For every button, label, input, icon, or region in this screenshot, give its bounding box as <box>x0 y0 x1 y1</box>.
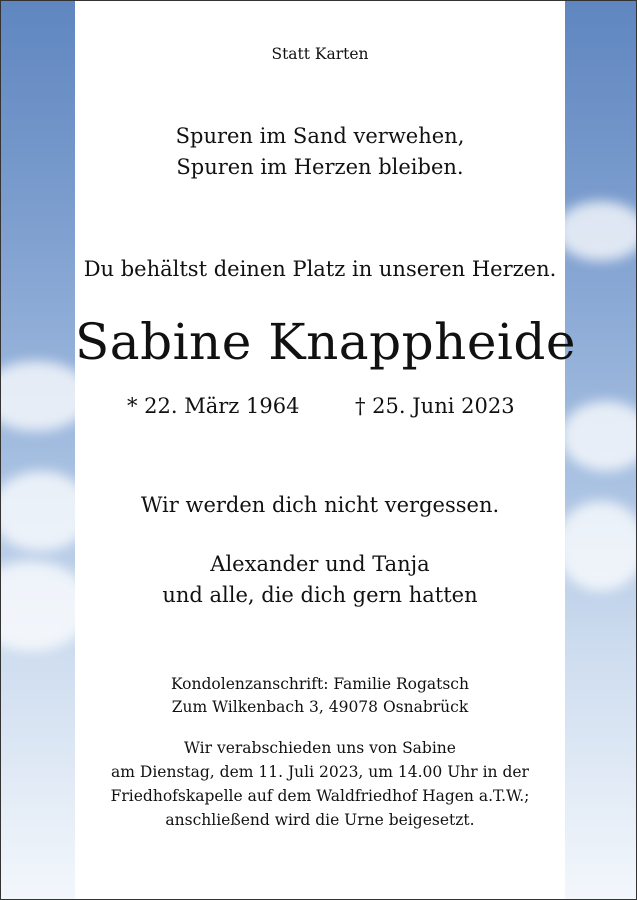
poem-line-1: Spuren im Sand verwehen, <box>175 124 465 148</box>
farewell-line-3: Friedhofskapelle auf dem Waldfriedhof Hagen a.T.W.; <box>110 787 530 805</box>
mourners-line-2: und alle, die dich gern hatten <box>162 583 478 607</box>
dedication-text: Du behältst deinen Platz in unseren Herzen. <box>83 257 557 281</box>
poem-line-2: Spuren im Herzen bleiben. <box>176 155 464 179</box>
farewell-line-1: Wir verabschieden uns von Sabine <box>184 739 456 757</box>
death-date: † 25. Juni 2023 <box>355 394 515 418</box>
cloud-decoration <box>561 401 637 471</box>
condolence-line-1: Kondolenzanschrift: Familie Rogatsch <box>171 675 469 693</box>
condolence-line-2: Zum Wilkenbach 3, 49078 Osnabrück <box>171 698 469 716</box>
farewell-line-4: anschließend wird die Urne beigesetzt. <box>165 811 475 829</box>
deceased-name: Sabine Knappheide <box>75 313 577 371</box>
closing-text: Wir werden dich nicht vergessen. <box>140 493 500 517</box>
header-text: Statt Karten <box>271 45 369 63</box>
farewell-line-2: am Dienstag, dem 11. Juli 2023, um 14.00 Uhr in der <box>111 763 529 781</box>
mourners-line-1: Alexander und Tanja <box>210 552 430 576</box>
birth-date: * 22. März 1964 <box>127 394 300 418</box>
cloud-decoration <box>556 201 637 261</box>
cloud-decoration <box>556 501 637 591</box>
